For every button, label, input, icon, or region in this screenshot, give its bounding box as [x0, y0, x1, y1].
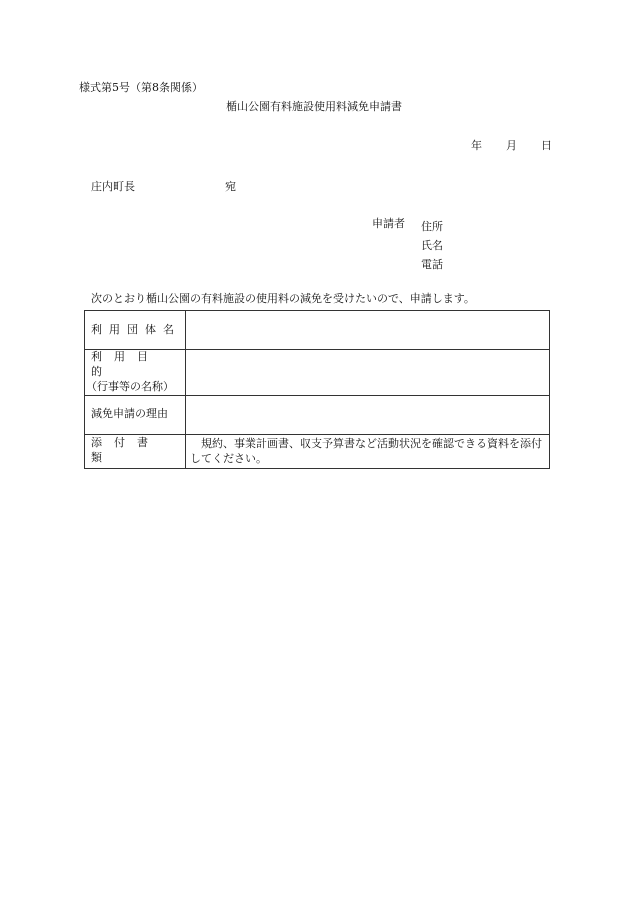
date-row [471, 139, 552, 154]
organization-name-label: 利用団体名 [85, 311, 186, 350]
application-table [84, 310, 550, 469]
addressee-name: 庄内町長 [91, 180, 135, 193]
addressee [91, 180, 236, 195]
form-number: 様式第5号（第8条関係） [79, 81, 203, 94]
table-row [85, 395, 550, 434]
usage-purpose-field[interactable] [186, 350, 550, 396]
date-year: 年 [471, 139, 482, 152]
applicant-address-label: 住所 [421, 220, 443, 233]
applicant-fields [421, 217, 443, 274]
table-row [85, 350, 550, 396]
applicant-label: 申請者 [372, 217, 405, 230]
applicant-name-label: 氏名 [421, 239, 443, 252]
reduction-reason-label: 減免申請の理由 [85, 395, 186, 434]
applicant-phone-label: 電話 [421, 258, 443, 271]
document-title: 楯山公園有料施設使用料減免申請書 [226, 100, 402, 113]
attachments-label: 添付書類 [85, 434, 186, 468]
addressee-suffix: 宛 [225, 180, 236, 193]
attachments-note: 規約、事業計画書、収支予算書など活動状況を確認できる資料を添付してください。 [186, 434, 550, 468]
table-row [85, 311, 550, 350]
date-day: 日 [541, 139, 552, 152]
usage-purpose-label [85, 350, 186, 396]
date-month: 月 [506, 139, 517, 152]
table-row [85, 434, 550, 468]
intro-text: 次のとおり楯山公園の有料施設の使用料の減免を受けたいので、申請します。 [91, 292, 475, 305]
reduction-reason-field[interactable] [186, 395, 550, 434]
usage-purpose-title: 利用目的 [91, 350, 160, 378]
organization-name-field[interactable] [186, 311, 550, 350]
usage-purpose-sublabel: （行事等の名称） [86, 379, 174, 393]
